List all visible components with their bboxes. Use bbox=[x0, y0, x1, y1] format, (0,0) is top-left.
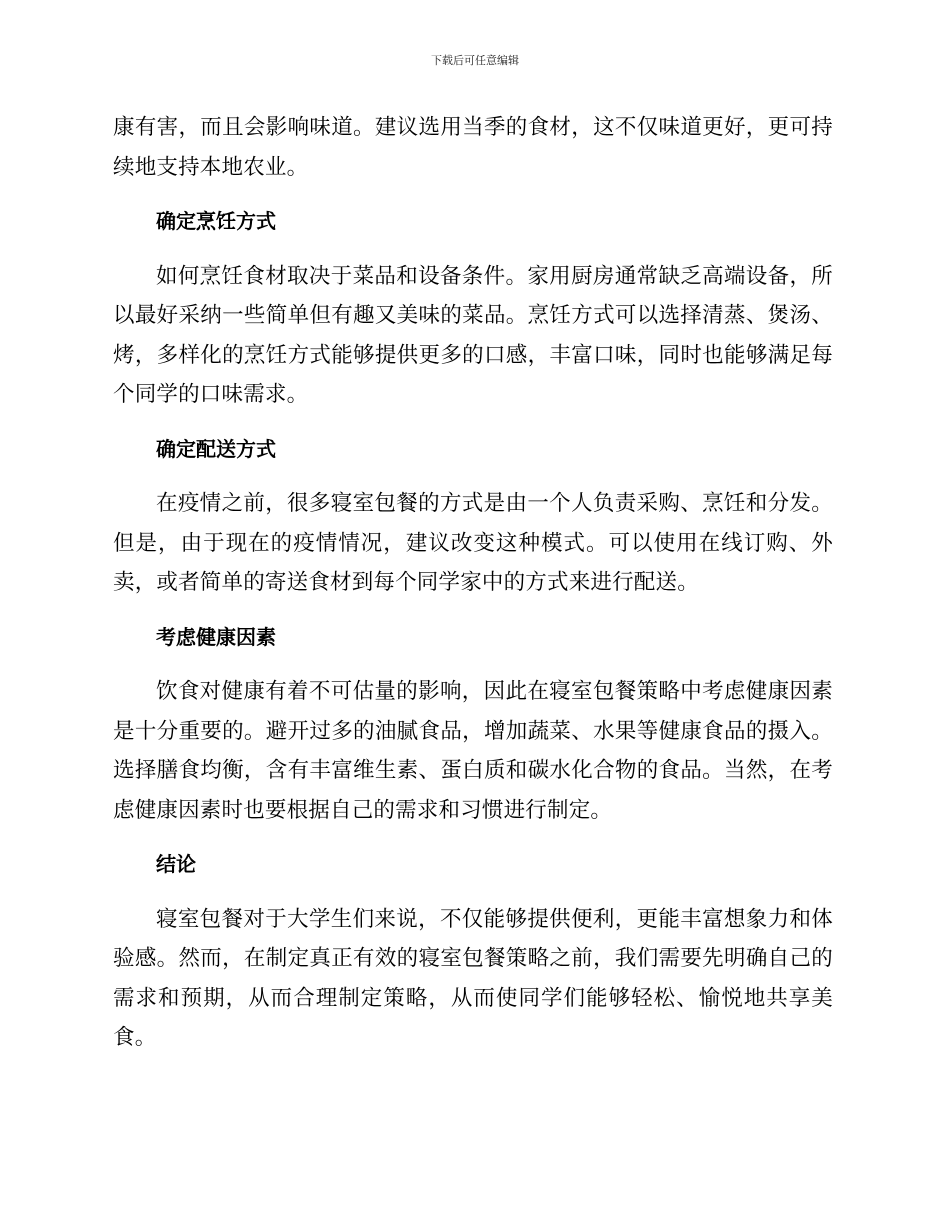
section-delivery-method bbox=[113, 430, 833, 603]
section-heading: 确定烹饪方式 bbox=[156, 209, 276, 233]
document-body bbox=[113, 108, 833, 1073]
page-header: 下载后可任意编辑 bbox=[431, 54, 519, 67]
section-heading: 确定配送方式 bbox=[156, 436, 276, 461]
section-paragraph: 饮食对健康有着不可估量的影响，因此在寝室包餐策略中考虑健康因素是十分重要的。避开过多的油腻食品，增加蔬菜、水果等健康食品的摄入。选择膳食均衡，含有丰富维生素、蛋白质和碳水化合物的食品。当然，在考虑健康因素时也要根据自己的需求和习惯进行制定。 bbox=[113, 679, 833, 823]
section-paragraph: 在疫情之前，很多寝室包餐的方式是由一个人负责采购、烹饪和分发。但是，由于现在的疫情情况，建议改变这种模式。可以使用在线订购、外卖，或者简单的寄送食材到每个同学家中的方式来进行配送。 bbox=[113, 491, 833, 595]
section-heading: 考虑健康因素 bbox=[156, 624, 276, 649]
section-health-factors bbox=[113, 618, 833, 831]
section-paragraph: 如何烹饪食材取决于菜品和设备条件。家用厨房通常缺乏高端设备，所以最好采纳一些简单但有趣又美味的菜品。烹饪方式可以选择清蒸、煲汤、烤，多样化的烹饪方式能够提供更多的口感，丰富口味，同时也能够满足每个同学的口味需求。 bbox=[113, 263, 833, 407]
section-cooking-method bbox=[113, 202, 833, 415]
section-paragraph: 寝室包餐对于大学生们来说，不仅能够提供便利，更能丰富想象力和体验感。然而，在制定真正有效的寝室包餐策略之前，我们需要先明确自己的需求和预期，从而合理制定策略，从而使同学们能够轻松、愉悦地共享美食。 bbox=[113, 906, 833, 1050]
intro-paragraph: 康有害，而且会影响味道。建议选用当季的食材，这不仅味道更好，更可持续地支持本地农业。 bbox=[113, 115, 833, 180]
section-heading: 结论 bbox=[156, 852, 196, 876]
section-conclusion bbox=[113, 845, 833, 1058]
